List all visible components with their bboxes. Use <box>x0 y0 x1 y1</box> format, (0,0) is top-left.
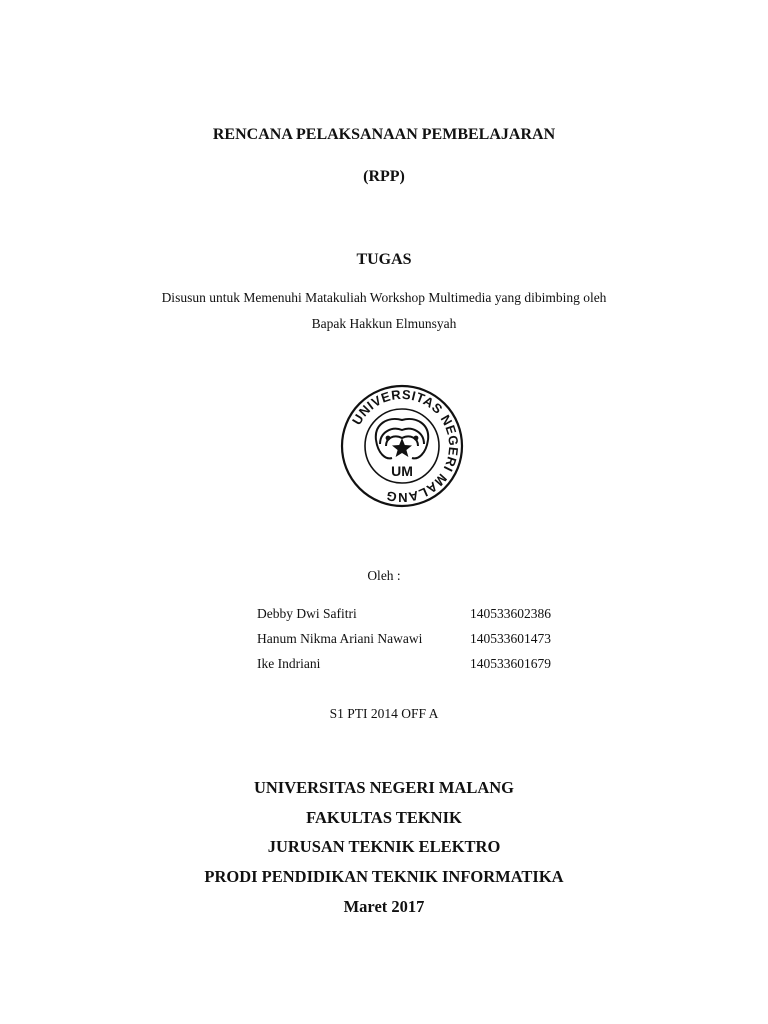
department-name: JURUSAN TEKNIK ELEKTRO <box>267 837 501 856</box>
document-title: RENCANA PELAKSANAAN PEMBELAJARAN <box>212 126 556 143</box>
seal-ring-text: UNIVERSITAS NEGERI MALANG <box>348 386 462 506</box>
document-type: TUGAS <box>356 251 412 268</box>
seal-center-text: UM <box>391 463 413 479</box>
author-name: Hanum Nikma Ariani Nawawi <box>257 631 423 646</box>
author-name: Ike Indriani <box>257 656 321 671</box>
university-name: UNIVERSITAS NEGERI MALANG <box>253 778 515 797</box>
document-date: Maret 2017 <box>343 897 425 916</box>
purpose-line-2: Bapak Hakkun Elmunsyah <box>311 316 457 331</box>
class-label: S1 PTI 2014 OFF A <box>329 706 439 721</box>
university-seal-icon <box>340 384 464 508</box>
document-abbreviation: (RPP) <box>363 168 405 185</box>
author-nim: 140533601679 <box>470 656 551 671</box>
author-nim: 140533601473 <box>470 631 551 646</box>
author-nim: 140533602386 <box>470 606 551 621</box>
faculty-name: FAKULTAS TEKNIK <box>306 808 462 827</box>
program-name: PRODI PENDIDIKAN TEKNIK INFORMATIKA <box>204 867 564 886</box>
purpose-line-1: Disusun untuk Memenuhi Matakuliah Workshop Multimedia yang dibimbing oleh <box>161 290 607 305</box>
author-name: Debby Dwi Safitri <box>257 606 357 621</box>
by-label: Oleh : <box>367 568 401 583</box>
